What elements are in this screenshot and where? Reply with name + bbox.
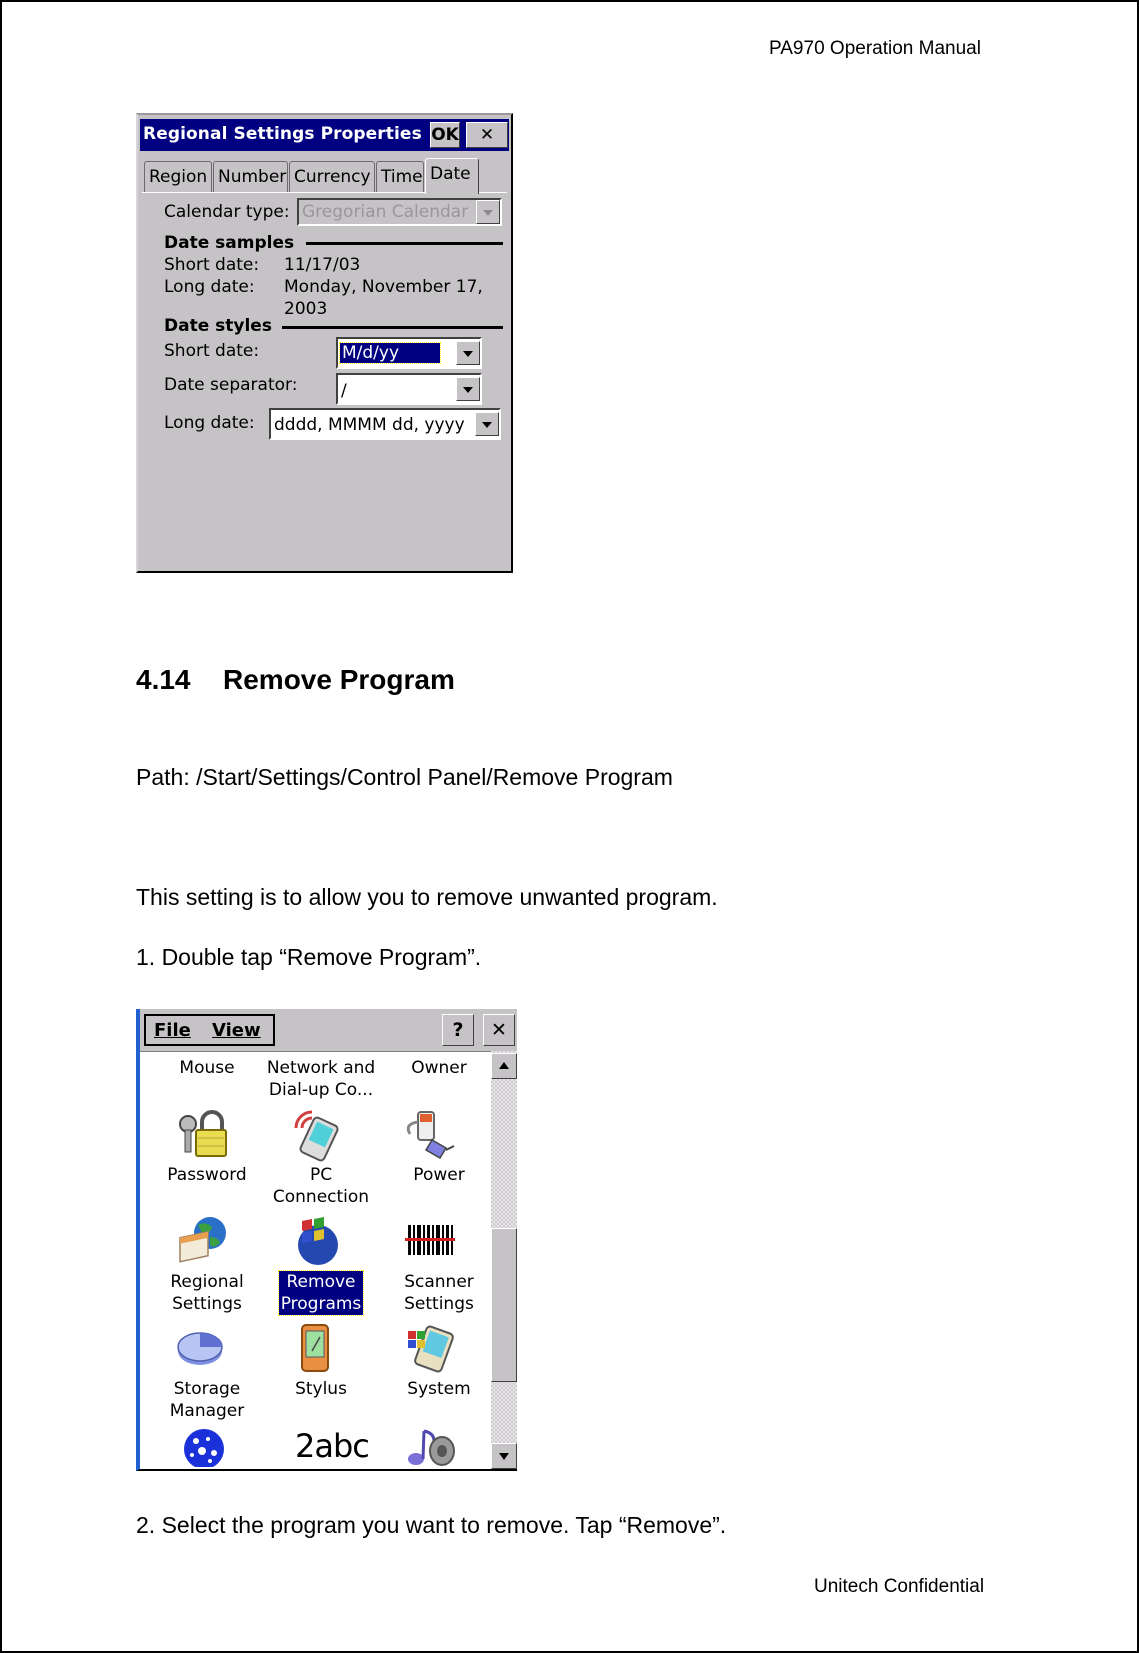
item-storage-manager[interactable]: Storage Manager (169, 1379, 245, 1421)
regional-settings-dialog (136, 113, 513, 573)
pda-windows-icon[interactable] (402, 1321, 458, 1377)
sample-long-label: Long date: (164, 277, 255, 297)
long-date-label: Long date: (164, 413, 255, 433)
short-date-value: M/d/yy (340, 343, 440, 363)
item-power[interactable]: Power (413, 1165, 465, 1185)
item-pc-connection[interactable]: PC Connection (272, 1165, 370, 1207)
sample-long-value-line1: Monday, November 17, (284, 277, 483, 297)
ok-button[interactable]: OK (430, 122, 460, 148)
close-icon: ✕ (479, 125, 495, 145)
calendar-type-select[interactable] (297, 198, 502, 226)
chevron-down-icon (475, 412, 499, 436)
chevron-down-icon (456, 341, 480, 365)
vertical-scrollbar[interactable] (491, 1051, 517, 1469)
section-number: 4.14 (136, 664, 191, 695)
date-samples-rule (306, 242, 503, 245)
item-scanner-settings[interactable]: Scanner Settings (404, 1272, 474, 1314)
tab-strip (144, 159, 507, 193)
sample-short-value: 11/17/03 (284, 255, 361, 275)
pda-stylus-icon[interactable] (288, 1321, 344, 1377)
tab-time[interactable]: Time (376, 161, 424, 193)
date-separator-value: / (341, 381, 347, 401)
sample-long-value-line2: 2003 (284, 299, 328, 319)
long-date-select[interactable] (269, 408, 501, 440)
dialog-titlebar (140, 119, 509, 151)
help-icon: ? (452, 1019, 464, 1041)
path-text: Path: /Start/Settings/Control Panel/Remove Program (136, 764, 673, 790)
step-2-text: 2. Select the program you want to remove. Tap “Remove”. (136, 1512, 727, 1538)
item-password[interactable]: Password (167, 1165, 247, 1185)
calendar-type-value: Gregorian Calendar (302, 202, 469, 222)
long-date-value: dddd, MMMM dd, yyyy (274, 415, 465, 435)
scroll-down-button[interactable] (491, 1443, 517, 1469)
date-styles-heading: Date styles (164, 316, 272, 336)
section-title: Remove Program (223, 664, 455, 695)
menu-view[interactable]: View (212, 1020, 261, 1041)
help-button[interactable] (442, 1014, 474, 1046)
barcode-icon[interactable] (402, 1213, 458, 1269)
control-panel-window (136, 1009, 517, 1471)
date-separator-label: Date separator: (164, 375, 298, 395)
close-button[interactable] (466, 122, 508, 148)
item-network[interactable]: Network and Dial-up Co... (266, 1058, 376, 1100)
item-regional-settings[interactable]: Regional Settings (170, 1272, 244, 1314)
windows-globe-icon[interactable] (288, 1213, 344, 1269)
item-stylus[interactable]: Stylus (295, 1379, 347, 1399)
input-2abc-icon[interactable]: 2abc (295, 1427, 369, 1465)
pie-disk-icon[interactable] (174, 1321, 230, 1377)
close-button[interactable] (483, 1014, 515, 1046)
scroll-up-button[interactable] (491, 1053, 517, 1079)
battery-plug-icon[interactable] (402, 1106, 458, 1162)
padlock-keys-icon[interactable] (174, 1106, 230, 1162)
chevron-down-icon (456, 377, 480, 401)
volume-sounds-icon[interactable] (402, 1427, 458, 1467)
scroll-thumb[interactable] (491, 1228, 517, 1382)
date-samples-heading: Date samples (164, 233, 295, 253)
command-bar (140, 1009, 517, 1052)
menu-bar (144, 1014, 275, 1046)
tab-region[interactable]: Region (144, 161, 212, 193)
tab-currency[interactable]: Currency (289, 161, 375, 193)
item-system[interactable]: System (407, 1379, 471, 1399)
chevron-down-icon (476, 200, 500, 224)
item-owner[interactable]: Owner (411, 1058, 467, 1078)
sample-short-label: Short date: (164, 255, 260, 275)
page-footer: Unitech Confidential (814, 1576, 985, 1597)
item-mouse[interactable]: Mouse (179, 1058, 235, 1078)
page-header: PA970 Operation Manual (769, 38, 981, 59)
blue-sphere-icon[interactable] (180, 1427, 236, 1467)
calendar-type-label: Calendar type: (164, 202, 290, 222)
short-date-select[interactable] (336, 337, 482, 369)
date-styles-rule (282, 326, 503, 329)
dialog-title: Regional Settings Properties (143, 124, 422, 144)
close-icon: ✕ (491, 1019, 507, 1041)
selected-item-label: Remove Programs (280, 1272, 362, 1314)
menu-file[interactable]: File (154, 1020, 191, 1041)
globe-calendar-icon[interactable] (174, 1213, 230, 1269)
description-text: This setting is to allow you to remove unwanted program. (136, 884, 718, 910)
item-remove-programs[interactable] (262, 1271, 380, 1315)
step-1-text: 1. Double tap “Remove Program”. (136, 944, 482, 970)
section-heading (136, 664, 455, 696)
tab-number[interactable]: Number (213, 161, 288, 193)
short-date-label: Short date: (164, 341, 260, 361)
date-separator-select[interactable] (336, 373, 482, 405)
pc-connection-icon[interactable] (288, 1106, 344, 1162)
tab-date[interactable]: Date (425, 158, 479, 194)
